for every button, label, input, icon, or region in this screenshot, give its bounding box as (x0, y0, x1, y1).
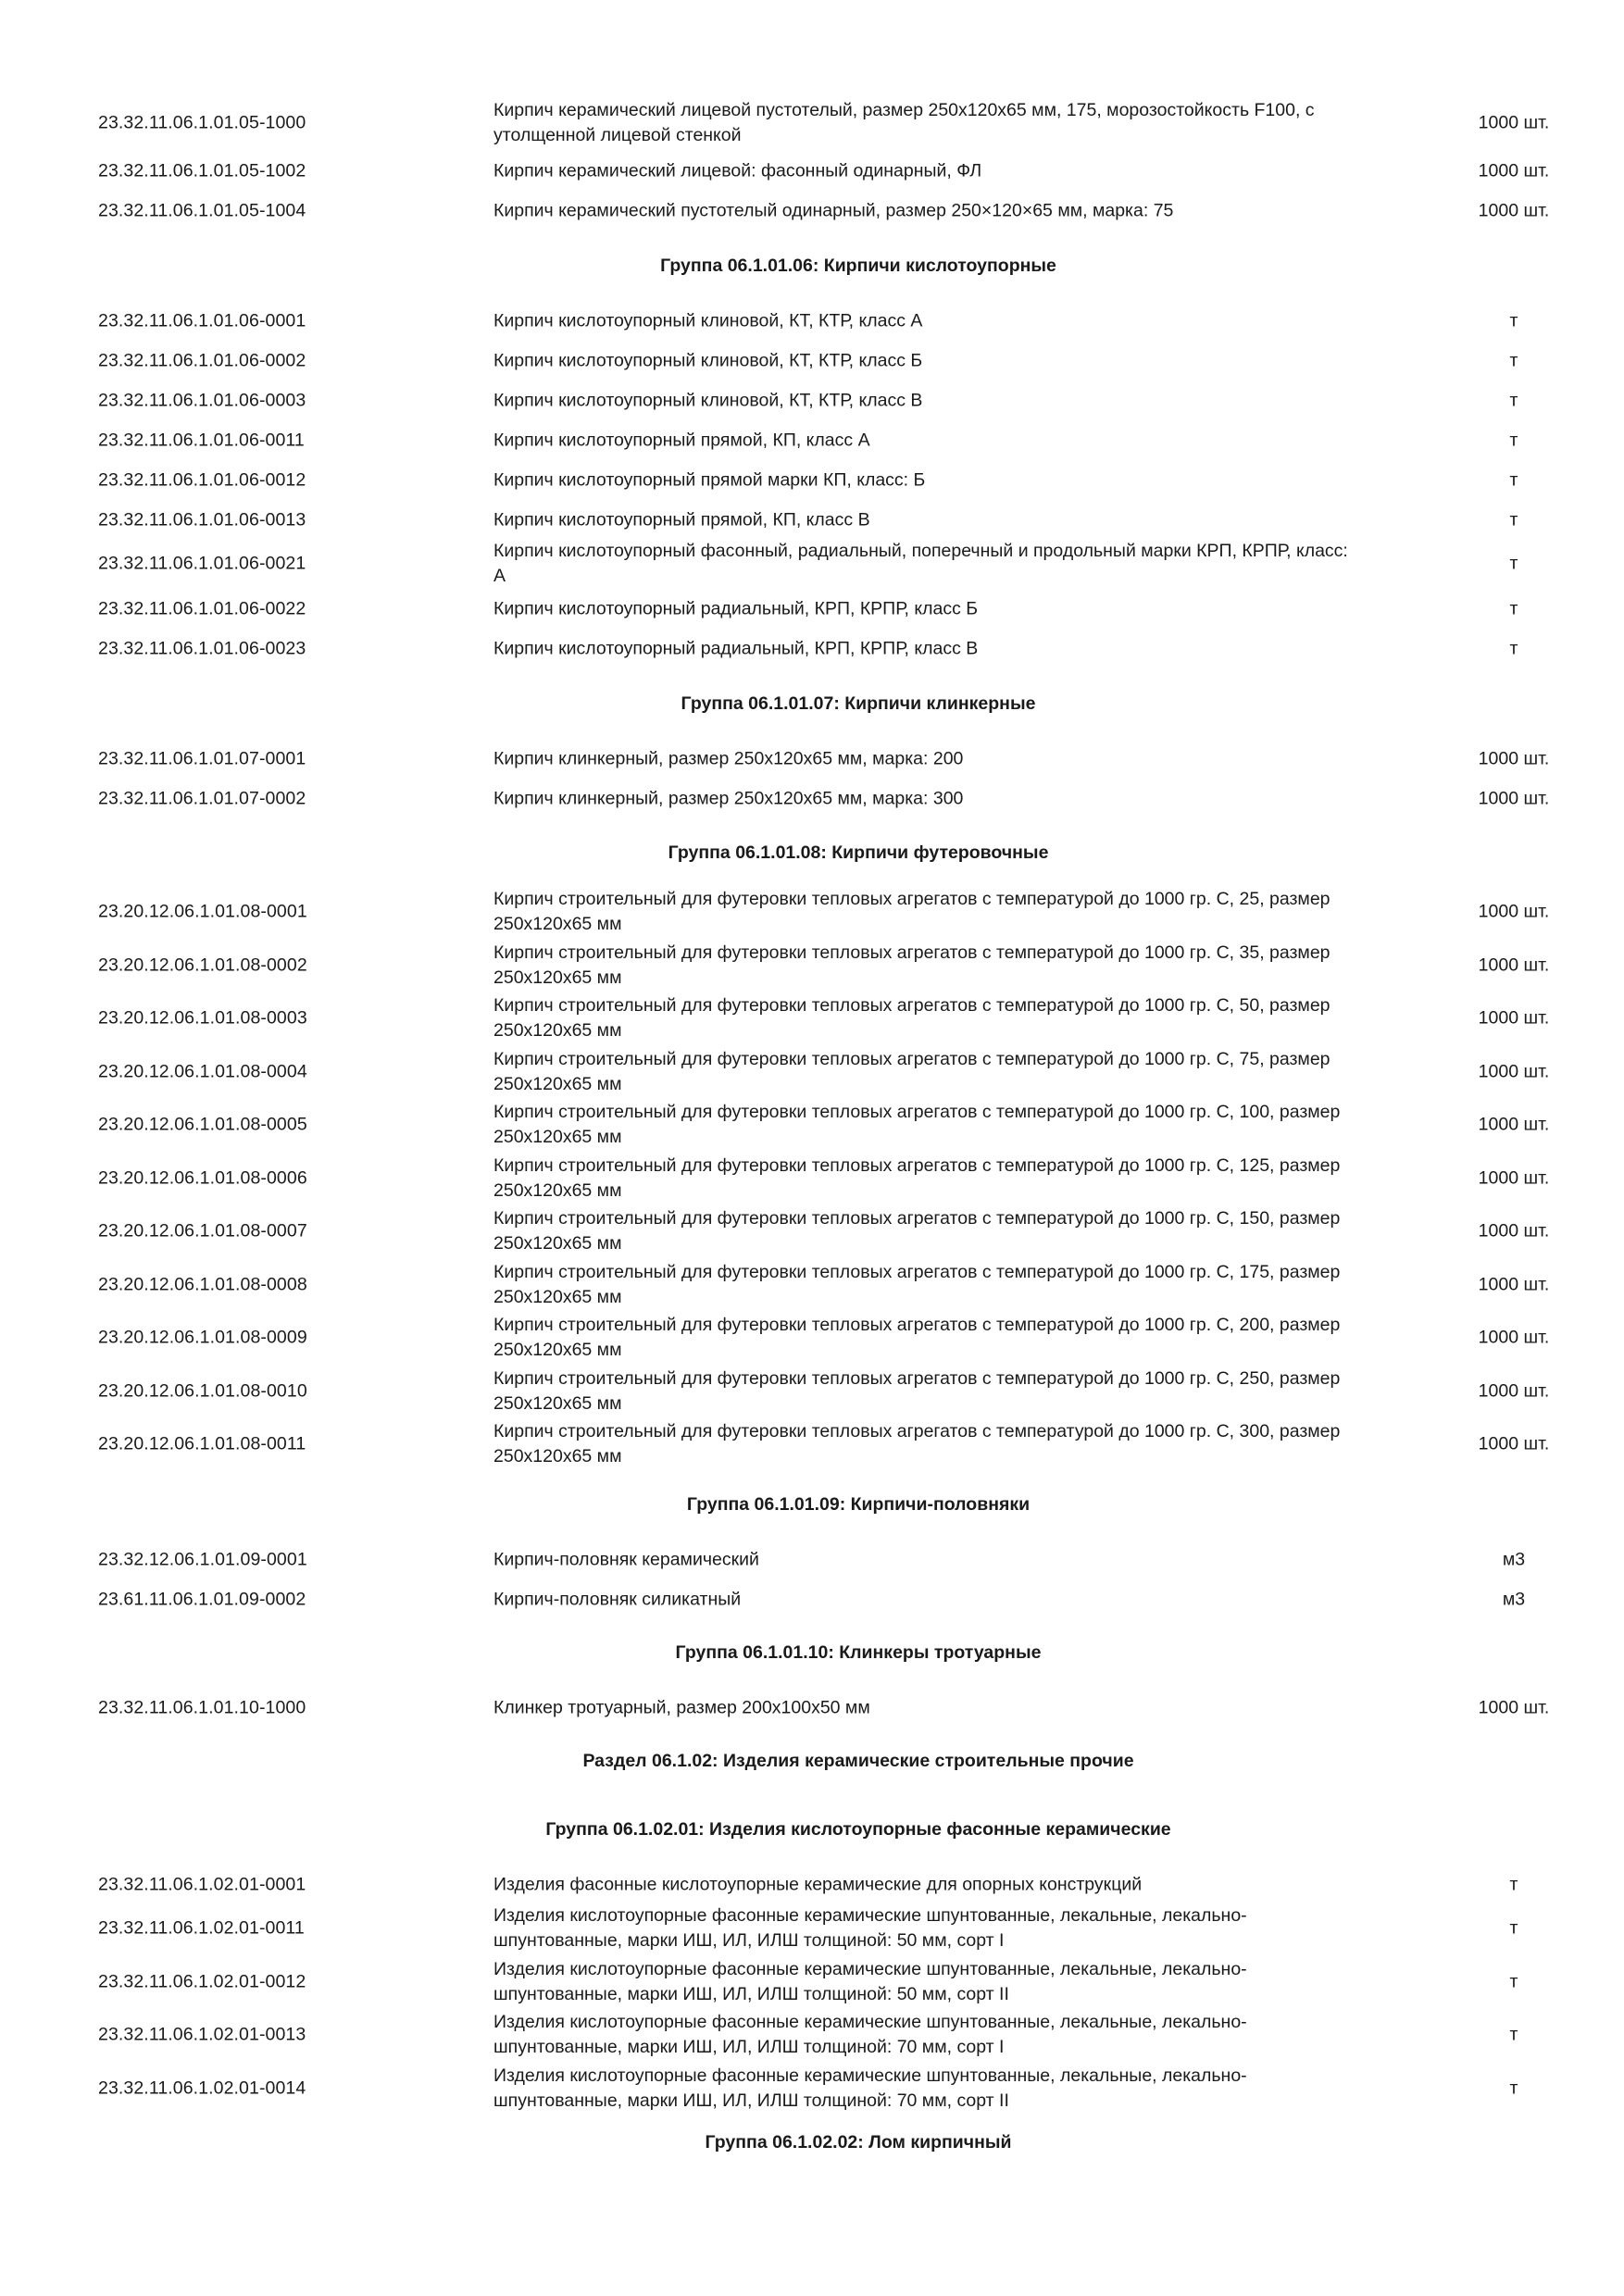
resource-code: 23.32.11.06.1.01.06-0012 (98, 469, 306, 491)
resource-unit: 1000 шт. (1478, 1007, 1550, 1029)
resource-name: Кирпич строительный для футеровки тепловых агрегатов с температурой до 1000 гр. С, 150, размер 250х120х65 мм (493, 1208, 1341, 1254)
table-row (0, 2063, 1624, 2115)
resource-unit: 1000 шт. (1478, 1167, 1550, 1189)
resource-unit: т (1509, 509, 1518, 530)
resource-unit: 1000 шт. (1478, 112, 1550, 133)
resource-code: 23.32.11.06.1.01.06-0011 (98, 430, 305, 451)
resource-unit: т (1509, 350, 1518, 371)
resource-unit: т (1509, 430, 1518, 451)
table-row (0, 785, 1624, 813)
table-row (0, 197, 1624, 225)
resource-name: Кирпич строительный для футеровки тепловых агрегатов с температурой до 1000 гр. С, 35, размер 250х120х65 мм (493, 942, 1330, 988)
table-row (0, 1694, 1624, 1722)
resource-code: 23.20.12.06.1.01.08-0008 (98, 1274, 307, 1295)
resource-unit: т (1509, 390, 1518, 411)
resource-code: 23.20.12.06.1.01.08-0011 (98, 1433, 306, 1454)
resource-code: 23.32.11.06.1.02.01-0013 (98, 2024, 306, 2045)
resource-name: Изделия кислотоупорные фасонные керамические шпунтованные, лекальные, лекально- шпунтованные, марки ИШ, ИЛ, ИЛШ толщиной: 50 мм, сорт II (493, 1959, 1247, 2004)
resource-name: Кирпич строительный для футеровки тепловых агрегатов с температурой до 1000 гр. С, 175, размер 250х120х65 мм (493, 1262, 1341, 1307)
resource-code: 23.20.12.06.1.01.08-0010 (98, 1380, 307, 1402)
resource-code: 23.32.11.06.1.01.05-1002 (98, 160, 306, 181)
resource-code: 23.32.11.06.1.02.01-0014 (98, 2078, 306, 2099)
resource-name: Кирпич строительный для футеровки тепловых агрегатов с температурой до 1000 гр. С, 300, размер 250х120х65 мм (493, 1421, 1341, 1466)
resource-code: 23.32.12.06.1.01.09-0001 (98, 1549, 307, 1570)
resource-code: 23.32.11.06.1.01.05-1000 (98, 112, 306, 133)
table-row (0, 1046, 1624, 1098)
table-row (0, 1312, 1624, 1364)
resource-code: 23.20.12.06.1.01.08-0004 (98, 1061, 307, 1082)
resource-unit: т (1509, 638, 1518, 659)
resource-name: Кирпич кислотоупорный клиновой, КТ, КТР, класс Б (493, 350, 923, 371)
resource-code: 23.32.11.06.1.01.06-0023 (98, 638, 306, 659)
table-row (0, 506, 1624, 534)
table-row (0, 1871, 1624, 1899)
resource-unit: т (1509, 1874, 1518, 1895)
resource-unit: т (1509, 1917, 1518, 1939)
resource-unit: 1000 шт. (1478, 200, 1550, 221)
resource-name: Кирпич кислотоупорный клиновой, КТ, КТР, класс В (493, 390, 923, 411)
group-heading: Группа 06.1.01.10: Клинкеры тротуарные (675, 1642, 1042, 1663)
resource-code: 23.32.11.06.1.02.01-0001 (98, 1874, 306, 1895)
table-row (0, 1418, 1624, 1470)
resource-code: 23.61.11.06.1.01.09-0002 (98, 1589, 306, 1610)
table-row (0, 1366, 1624, 1417)
table-row (0, 1546, 1624, 1574)
resource-name: Кирпич кислотоупорный прямой марки КП, класс: Б (493, 469, 926, 491)
resource-name: Кирпич кислотоупорный фасонный, радиальный, поперечный и продольный марки КРП, КРПР, класс: А (493, 541, 1348, 586)
resource-unit: т (1509, 598, 1518, 619)
table-row (0, 1586, 1624, 1614)
table-row (0, 538, 1624, 590)
resource-unit: т (1509, 553, 1518, 574)
resource-code: 23.32.11.06.1.02.01-0011 (98, 1917, 305, 1939)
resource-code: 23.20.12.06.1.01.08-0003 (98, 1007, 307, 1029)
table-row (0, 387, 1624, 415)
resource-name: Кирпич строительный для футеровки тепловых агрегатов с температурой до 1000 гр. С, 200, размер 250х120х65 мм (493, 1315, 1341, 1360)
resource-code: 23.20.12.06.1.01.08-0007 (98, 1220, 307, 1242)
group-heading: Группа 06.1.01.06: Кирпичи кислотоупорные (660, 256, 1056, 276)
resource-name: Кирпич кислотоупорный прямой, КП, класс В (493, 509, 870, 530)
table-row (0, 745, 1624, 773)
table-row (0, 1153, 1624, 1204)
table-row (0, 467, 1624, 494)
table-row (0, 97, 1624, 149)
resource-name: Кирпич-половняк силикатный (493, 1589, 742, 1610)
resource-unit: 1000 шт. (1478, 1220, 1550, 1242)
resource-unit: 1000 шт. (1478, 1433, 1550, 1454)
resource-code: 23.20.12.06.1.01.08-0009 (98, 1327, 307, 1348)
resource-unit: т (1509, 310, 1518, 331)
resource-unit: 1000 шт. (1478, 1274, 1550, 1295)
resource-code: 23.32.11.06.1.01.06-0013 (98, 509, 306, 530)
resource-unit: 1000 шт. (1478, 901, 1550, 922)
table-row (0, 1956, 1624, 2008)
table-row (0, 307, 1624, 335)
resource-code: 23.32.11.06.1.01.06-0002 (98, 350, 306, 371)
resource-name: Изделия фасонные кислотоупорные керамические для опорных конструкций (493, 1874, 1143, 1895)
section-heading: Раздел 06.1.02: Изделия керамические строительные прочие (582, 1751, 1134, 1771)
table-row (0, 1903, 1624, 1954)
resource-code: 23.32.11.06.1.02.01-0012 (98, 1971, 306, 1992)
group-heading: Группа 06.1.01.08: Кирпичи футеровочные (668, 842, 1049, 863)
resource-unit: м3 (1502, 1589, 1526, 1610)
resource-name: Кирпич клинкерный, размер 250х120х65 мм, марка: 200 (493, 748, 964, 769)
resource-unit: 1000 шт. (1478, 955, 1550, 976)
resource-unit: 1000 шт. (1478, 1114, 1550, 1135)
resource-name: Клинкер тротуарный, размер 200х100х50 мм (493, 1697, 870, 1718)
resource-code: 23.32.11.06.1.01.06-0021 (98, 553, 306, 574)
resource-name: Изделия кислотоупорные фасонные керамические шпунтованные, лекальные, лекально- шпунтованные, марки ИШ, ИЛ, ИЛШ толщиной: 70 мм, сорт I (493, 2012, 1247, 2057)
table-row (0, 157, 1624, 185)
resource-name: Кирпич кислотоупорный клиновой, КТ, КТР, класс А (493, 310, 923, 331)
resource-code: 23.32.11.06.1.01.06-0003 (98, 390, 306, 411)
resource-unit: 1000 шт. (1478, 748, 1550, 769)
resource-code: 23.32.11.06.1.01.06-0022 (98, 598, 306, 619)
resource-code: 23.20.12.06.1.01.08-0001 (98, 901, 307, 922)
resource-code: 23.20.12.06.1.01.08-0002 (98, 955, 307, 976)
resource-code: 23.32.11.06.1.01.06-0001 (98, 310, 306, 331)
resource-unit: 1000 шт. (1478, 1327, 1550, 1348)
resource-name: Изделия кислотоупорные фасонные керамические шпунтованные, лекальные, лекально- шпунтованные, марки ИШ, ИЛ, ИЛШ толщиной: 50 мм, сорт I (493, 1905, 1247, 1951)
table-row (0, 1205, 1624, 1257)
resource-name: Кирпич строительный для футеровки тепловых агрегатов с температурой до 1000 гр. С, 250, размер 250х120х65 мм (493, 1368, 1341, 1414)
resource-code: 23.32.11.06.1.01.07-0001 (98, 748, 306, 769)
resource-code: 23.20.12.06.1.01.08-0006 (98, 1167, 307, 1189)
resource-name: Кирпич кислотоупорный радиальный, КРП, КРПР, класс Б (493, 598, 979, 619)
resource-name: Кирпич керамический лицевой: фасонный одинарный, ФЛ (493, 160, 982, 181)
resource-name: Изделия кислотоупорные фасонные керамические шпунтованные, лекальные, лекально- шпунтованные, марки ИШ, ИЛ, ИЛШ толщиной: 70 мм, сорт II (493, 2065, 1247, 2111)
resource-unit: 1000 шт. (1478, 1061, 1550, 1082)
resource-unit: т (1509, 469, 1518, 491)
resource-unit: 1000 шт. (1478, 160, 1550, 181)
resource-name: Кирпич клинкерный, размер 250х120х65 мм, марка: 300 (493, 788, 964, 809)
table-row (0, 940, 1624, 992)
resource-unit: 1000 шт. (1478, 788, 1550, 809)
resource-name: Кирпич строительный для футеровки тепловых агрегатов с температурой до 1000 гр. С, 125, размер 250х120х65 мм (493, 1155, 1341, 1201)
resource-name: Кирпич керамический лицевой пустотелый, размер 250х120х65 мм, 175, морозостойкость F100, с утолщенной лицевой стенкой (493, 100, 1315, 145)
resource-name: Кирпич-половняк керамический (493, 1549, 759, 1570)
table-row (0, 595, 1624, 623)
table-row (0, 992, 1624, 1044)
resource-name: Кирпич строительный для футеровки тепловых агрегатов с температурой до 1000 гр. С, 50, размер 250х120х65 мм (493, 995, 1330, 1041)
resource-unit: м3 (1502, 1549, 1526, 1570)
table-row (0, 1099, 1624, 1151)
table-row (0, 635, 1624, 663)
table-row (0, 427, 1624, 455)
resource-name: Кирпич керамический пустотелый одинарный, размер 250×120×65 мм, марка: 75 (493, 200, 1174, 221)
resource-unit: 1000 шт. (1478, 1697, 1550, 1718)
table-row (0, 347, 1624, 375)
table-row (0, 886, 1624, 938)
resource-name: Кирпич строительный для футеровки тепловых агрегатов с температурой до 1000 гр. С, 25, размер 250х120х65 мм (493, 889, 1330, 934)
resource-unit: 1000 шт. (1478, 1380, 1550, 1402)
group-heading: Группа 06.1.02.02: Лом кирпичный (705, 2132, 1012, 2152)
resource-name: Кирпич строительный для футеровки тепловых агрегатов с температурой до 1000 гр. С, 100, размер 250х120х65 мм (493, 1102, 1341, 1147)
resource-unit: т (1509, 2024, 1518, 2045)
resource-name: Кирпич строительный для футеровки тепловых агрегатов с температурой до 1000 гр. С, 75, размер 250х120х65 мм (493, 1049, 1330, 1094)
table-row (0, 1259, 1624, 1311)
resource-unit: т (1509, 2078, 1518, 2099)
resource-code: 23.32.11.06.1.01.05-1004 (98, 200, 306, 221)
group-heading: Группа 06.1.02.01: Изделия кислотоупорные фасонные керамические (545, 1819, 1171, 1840)
group-heading: Группа 06.1.01.07: Кирпичи клинкерные (681, 693, 1036, 714)
resource-unit: т (1509, 1971, 1518, 1992)
resource-code: 23.32.11.06.1.01.10-1000 (98, 1697, 306, 1718)
resource-code: 23.20.12.06.1.01.08-0005 (98, 1114, 307, 1135)
group-heading: Группа 06.1.01.09: Кирпичи-половняки (686, 1494, 1031, 1515)
resource-name: Кирпич кислотоупорный прямой, КП, класс А (493, 430, 870, 451)
resource-code: 23.32.11.06.1.01.07-0002 (98, 788, 306, 809)
resource-name: Кирпич кислотоупорный радиальный, КРП, КРПР, класс В (493, 638, 979, 659)
table-row (0, 2009, 1624, 2061)
